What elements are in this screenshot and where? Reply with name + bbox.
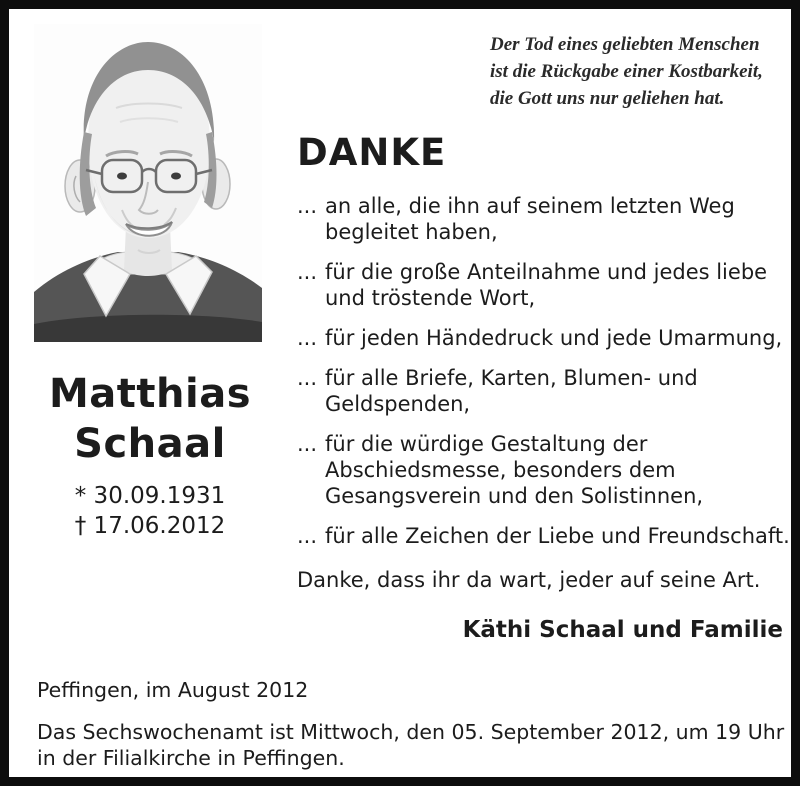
thanks-item <box>297 259 789 311</box>
service-announcement <box>37 719 785 771</box>
thanks-list <box>297 193 789 549</box>
thanks-item-line: für die große Anteilnahme und jedes liebe <box>325 260 768 284</box>
closing-line: Danke, dass ihr da wart, jeder auf seine Art. <box>297 568 761 592</box>
thanks-item <box>297 523 789 549</box>
thanks-heading: DANKE <box>297 131 447 174</box>
deceased-last-name: Schaal <box>74 421 226 467</box>
thanks-item-text <box>325 325 789 351</box>
thanks-item-line: Geldspenden, <box>325 392 471 416</box>
quote-line: ist die Rückgabe einer Kostbarkeit, <box>490 61 763 82</box>
thanks-item-line: und tröstende Wort, <box>325 286 536 310</box>
thanks-item <box>297 193 789 245</box>
thanks-item <box>297 325 789 351</box>
thanks-item-text <box>325 365 789 417</box>
quote-line: die Gott uns nur geliehen hat. <box>490 88 725 109</box>
place-date: Peffingen, im August 2012 <box>37 678 309 702</box>
ellipsis-marker: ... <box>297 260 318 284</box>
service-line: Das Sechswochenamt ist Mittwoch, den 05. September 2012, um 19 Uhr <box>37 720 785 744</box>
thanks-item-text <box>325 193 789 245</box>
life-dates <box>17 481 283 541</box>
deceased-name-block <box>17 369 283 541</box>
thanks-item <box>297 431 789 509</box>
portrait-illustration <box>34 24 262 342</box>
service-line: in der Filialkirche in Peffingen. <box>37 746 345 770</box>
thanks-item-text <box>325 523 790 549</box>
thanks-section <box>297 133 789 643</box>
footer <box>37 677 785 771</box>
death-date: † 17.06.2012 <box>74 513 226 539</box>
signature: Käthi Schaal und Familie <box>462 617 783 643</box>
thanks-item-line: für alle Briefe, Karten, Blumen- und <box>325 366 698 390</box>
thanks-item-line: begleitet haben, <box>325 220 498 244</box>
thanks-item-line: für die würdige Gestaltung der <box>325 432 648 456</box>
thanks-item <box>297 365 789 417</box>
thanks-item-line: für jeden Händedruck und jede Umarmung, <box>325 326 783 350</box>
thanks-item-line: Gesangsverein und den Solistinnen, <box>325 484 704 508</box>
birth-date: * 30.09.1931 <box>74 483 226 509</box>
thanks-item-text <box>325 431 789 509</box>
thanks-item-text <box>325 259 789 311</box>
quote-line: Der Tod eines geliebten Menschen <box>490 34 760 55</box>
thanks-item-line: für alle Zeichen der Liebe und Freundschaft. <box>325 524 790 548</box>
ellipsis-marker: ... <box>297 194 318 218</box>
deceased-photo <box>34 24 262 342</box>
ellipsis-marker: ... <box>297 524 318 548</box>
thanks-item-line: an alle, die ihn auf seinem letzten Weg <box>325 194 735 218</box>
ellipsis-marker: ... <box>297 326 318 350</box>
thanks-item-line: Abschiedsmesse, besonders dem <box>325 458 676 482</box>
deceased-first-name: Matthias <box>48 371 252 417</box>
ellipsis-marker: ... <box>297 366 318 390</box>
ellipsis-marker: ... <box>297 432 318 456</box>
memorial-quote <box>490 31 763 112</box>
